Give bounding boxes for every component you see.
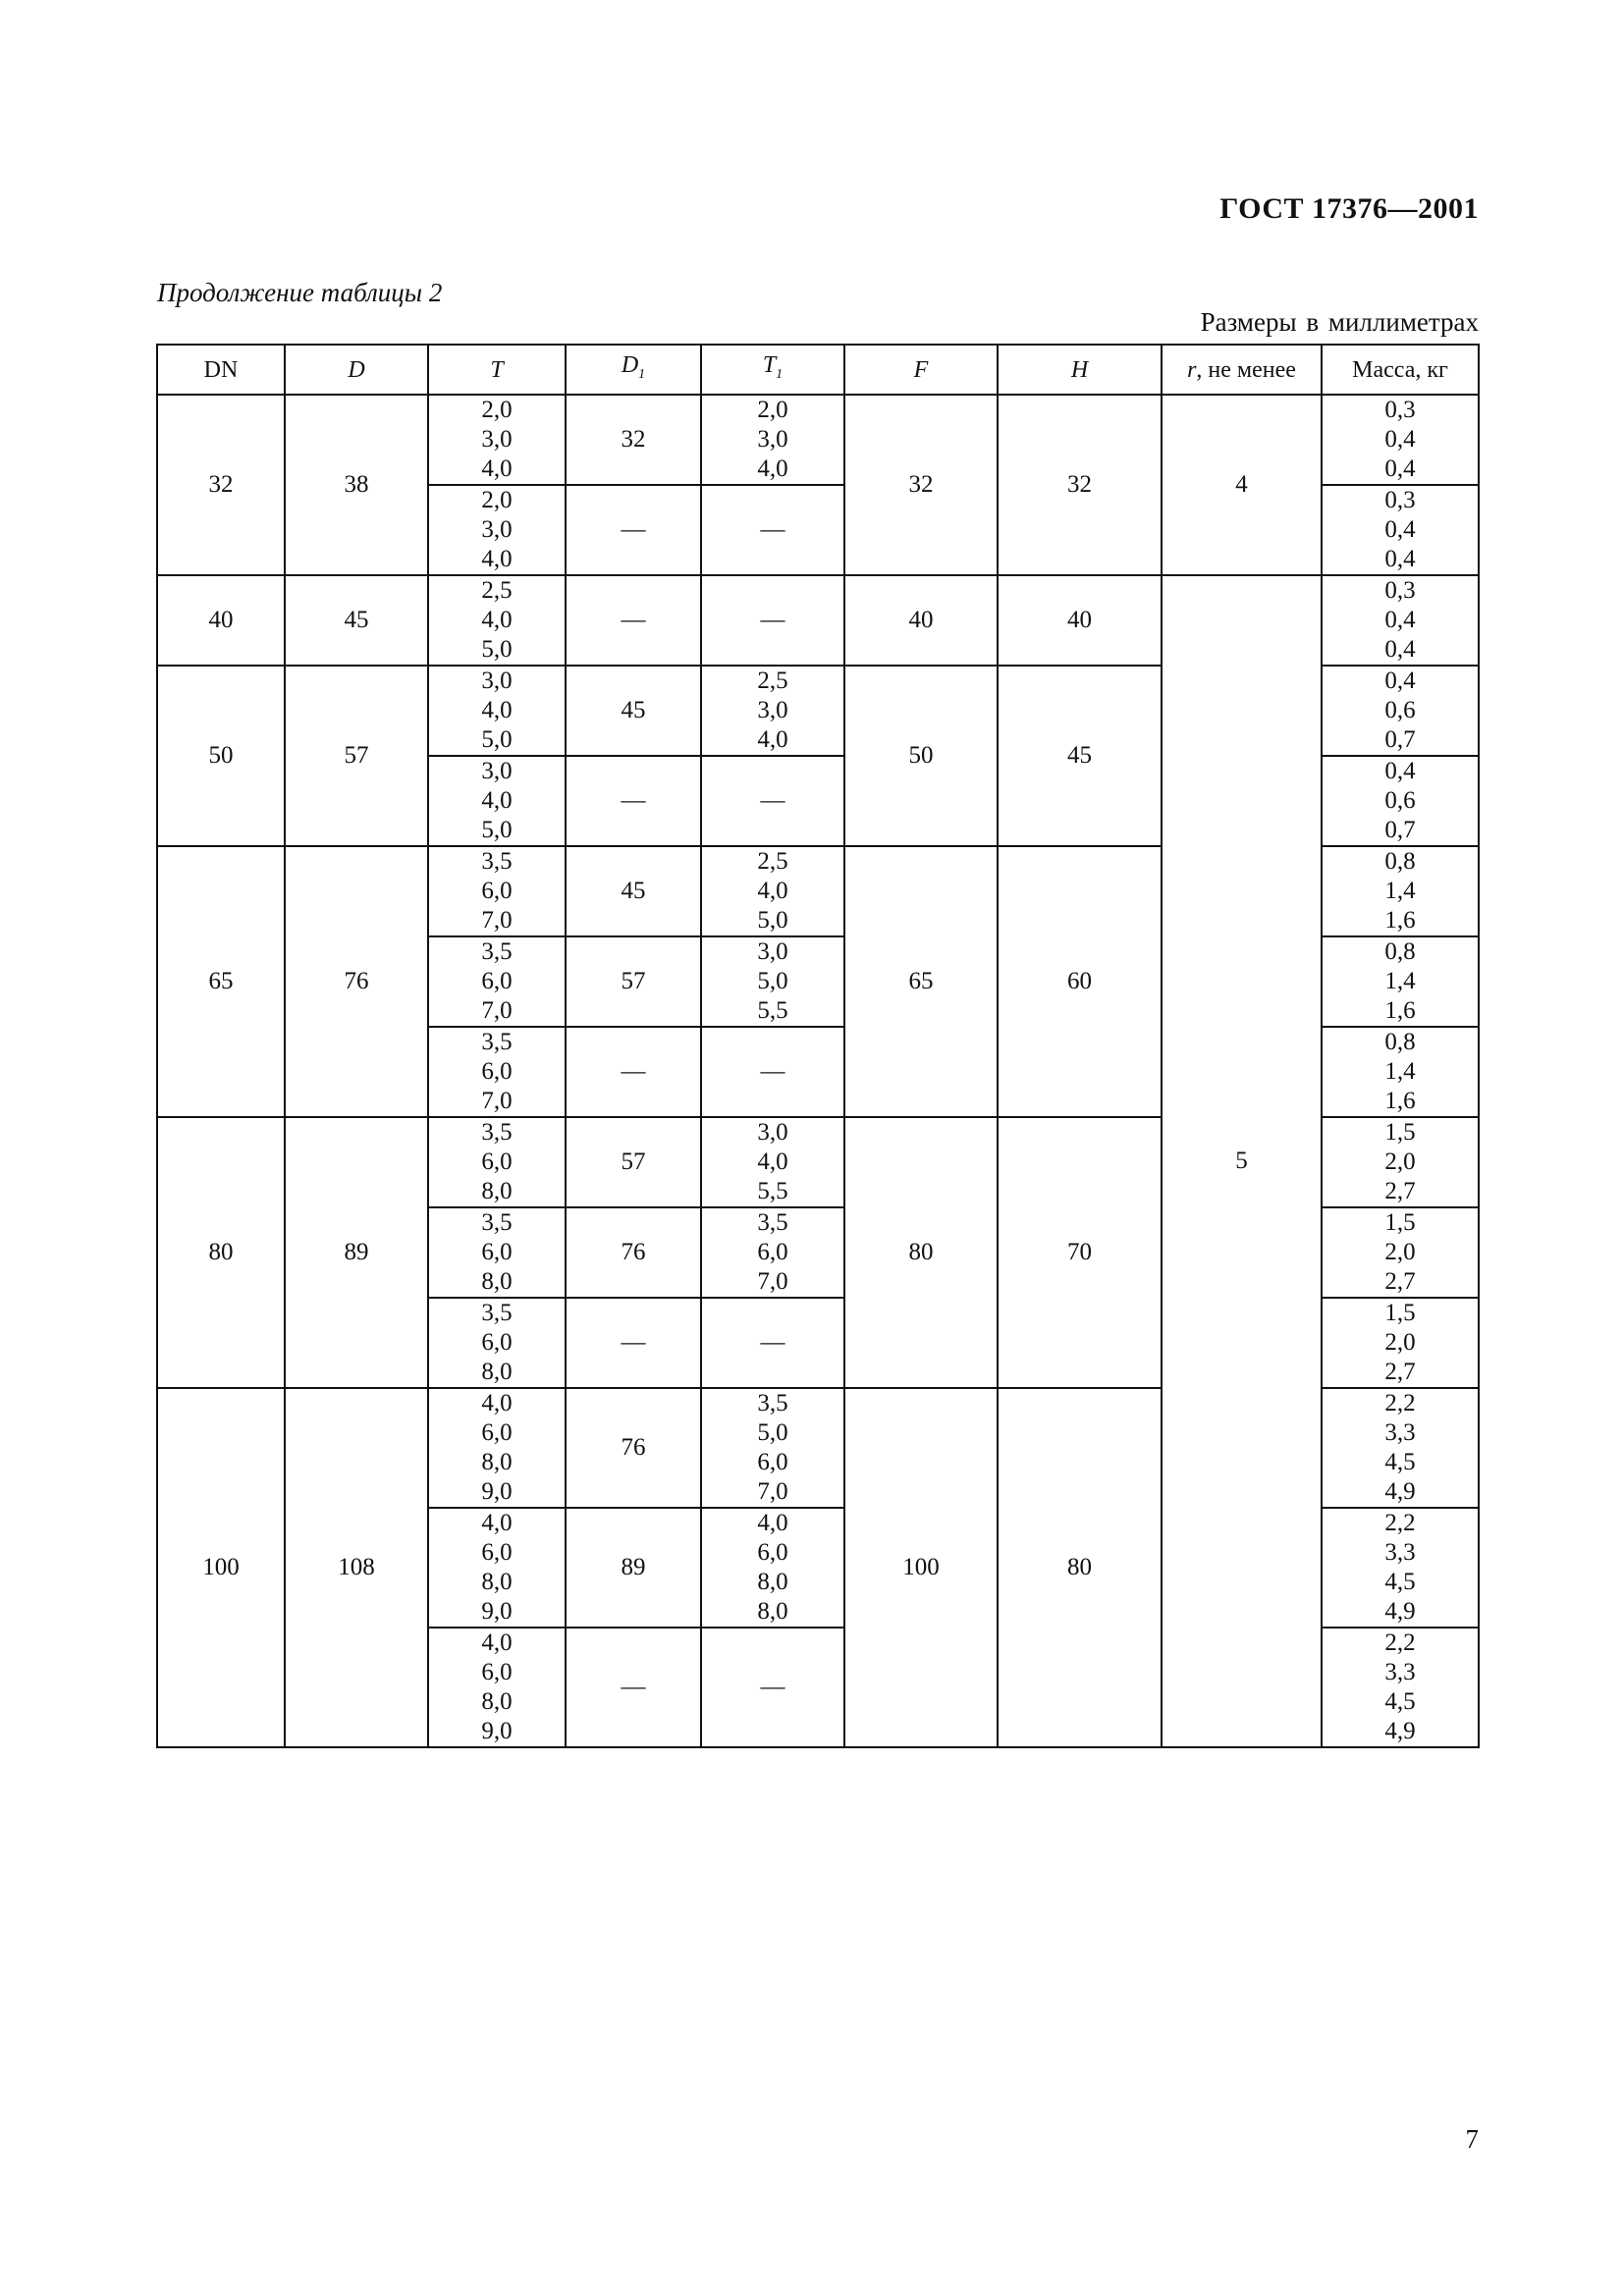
- cell-t1: —: [701, 756, 844, 846]
- cell-mass: 0,8 1,4 1,6: [1322, 846, 1479, 936]
- cell-t: 3,0 4,0 5,0: [428, 666, 566, 756]
- cell-mass: 0,8 1,4 1,6: [1322, 1027, 1479, 1117]
- cell-r: 5: [1162, 575, 1322, 1747]
- cell-h: 40: [998, 575, 1162, 666]
- col-header-t: T: [428, 345, 566, 395]
- cell-mass: 1,5 2,0 2,7: [1322, 1298, 1479, 1388]
- cell-dn: 40: [157, 575, 285, 666]
- table-header-row: [157, 345, 1479, 395]
- col-header-r: [1162, 345, 1322, 395]
- cell-t1: 4,0 6,0 8,0 8,0: [701, 1508, 844, 1628]
- cell-t: 3,0 4,0 5,0: [428, 756, 566, 846]
- cell-f: 32: [844, 395, 998, 575]
- cell-d1: 76: [566, 1207, 701, 1298]
- cell-dn: 80: [157, 1117, 285, 1388]
- col-header-f: F: [844, 345, 998, 395]
- col-header-d: D: [285, 345, 428, 395]
- cell-mass: 2,2 3,3 4,5 4,9: [1322, 1508, 1479, 1628]
- cell-t: 3,5 6,0 7,0: [428, 936, 566, 1027]
- cell-dn: 100: [157, 1388, 285, 1747]
- cell-t: 4,0 6,0 8,0 9,0: [428, 1508, 566, 1628]
- cell-f: 80: [844, 1117, 998, 1388]
- cell-h: 32: [998, 395, 1162, 575]
- cell-t: 3,5 6,0 8,0: [428, 1298, 566, 1388]
- col-header-d1: [566, 345, 701, 395]
- cell-dn: 32: [157, 395, 285, 575]
- cell-d1: —: [566, 756, 701, 846]
- units-note: Размеры в миллиметрах: [1200, 307, 1479, 337]
- cell-d1: —: [566, 1628, 701, 1747]
- cell-t: 4,0 6,0 8,0 9,0: [428, 1388, 566, 1508]
- cell-t: 2,0 3,0 4,0: [428, 485, 566, 575]
- col-header-r-note: , не менее: [1196, 356, 1296, 383]
- col-header-t1-subscript: 1: [776, 366, 784, 382]
- cell-d: 38: [285, 395, 428, 575]
- cell-mass: 0,4 0,6 0,7: [1322, 666, 1479, 756]
- cell-d1: 89: [566, 1508, 701, 1628]
- cell-t: 4,0 6,0 8,0 9,0: [428, 1628, 566, 1747]
- cell-t: 2,5 4,0 5,0: [428, 575, 566, 666]
- cell-mass: 0,8 1,4 1,6: [1322, 936, 1479, 1027]
- cell-d1: 45: [566, 666, 701, 756]
- cell-h: 70: [998, 1117, 1162, 1388]
- cell-t: 3,5 6,0 8,0: [428, 1207, 566, 1298]
- cell-t1: —: [701, 575, 844, 666]
- cell-d1: 57: [566, 1117, 701, 1207]
- cell-mass: 0,3 0,4 0,4: [1322, 485, 1479, 575]
- cell-t: 3,5 6,0 7,0: [428, 846, 566, 936]
- cell-mass: 0,3 0,4 0,4: [1322, 575, 1479, 666]
- cell-t: 2,0 3,0 4,0: [428, 395, 566, 485]
- cell-t1: 2,5 3,0 4,0: [701, 666, 844, 756]
- cell-d1: —: [566, 485, 701, 575]
- cell-d1: —: [566, 1027, 701, 1117]
- cell-mass: 1,5 2,0 2,7: [1322, 1117, 1479, 1207]
- cell-t1: —: [701, 485, 844, 575]
- cell-d: 89: [285, 1117, 428, 1388]
- cell-f: 65: [844, 846, 998, 1117]
- cell-f: 100: [844, 1388, 998, 1747]
- cell-t1: 2,0 3,0 4,0: [701, 395, 844, 485]
- table-caption: Продолжение таблицы 2: [157, 278, 443, 307]
- cell-mass: 0,3 0,4 0,4: [1322, 395, 1479, 485]
- cell-h: 60: [998, 846, 1162, 1117]
- cell-mass: 1,5 2,0 2,7: [1322, 1207, 1479, 1298]
- cell-f: 50: [844, 666, 998, 846]
- cell-t: 3,5 6,0 8,0: [428, 1117, 566, 1207]
- col-header-h: H: [998, 345, 1162, 395]
- cell-d1: 57: [566, 936, 701, 1027]
- cell-t1: 2,5 4,0 5,0: [701, 846, 844, 936]
- cell-h: 80: [998, 1388, 1162, 1747]
- col-header-d1-symbol: D: [621, 351, 639, 378]
- cell-d: 108: [285, 1388, 428, 1747]
- col-header-t1: [701, 345, 844, 395]
- dimensions-table: [156, 344, 1480, 1748]
- cell-t1: —: [701, 1298, 844, 1388]
- cell-f: 40: [844, 575, 998, 666]
- cell-t1: —: [701, 1628, 844, 1747]
- cell-t1: 3,0 4,0 5,5: [701, 1117, 844, 1207]
- cell-d: 57: [285, 666, 428, 846]
- cell-d1: —: [566, 575, 701, 666]
- cell-d1: —: [566, 1298, 701, 1388]
- cell-d: 76: [285, 846, 428, 1117]
- cell-dn: 65: [157, 846, 285, 1117]
- cell-t1: 3,5 6,0 7,0: [701, 1207, 844, 1298]
- cell-t: 3,5 6,0 7,0: [428, 1027, 566, 1117]
- cell-t1: —: [701, 1027, 844, 1117]
- cell-mass: 2,2 3,3 4,5 4,9: [1322, 1628, 1479, 1747]
- cell-d1: 32: [566, 395, 701, 485]
- table-row: [157, 395, 1479, 485]
- cell-mass: 0,4 0,6 0,7: [1322, 756, 1479, 846]
- cell-d1: 76: [566, 1388, 701, 1508]
- table-body: [157, 395, 1479, 1747]
- cell-d1: 45: [566, 846, 701, 936]
- col-header-t1-symbol: T: [762, 351, 777, 378]
- page-number: 7: [1465, 2124, 1479, 2154]
- cell-dn: 50: [157, 666, 285, 846]
- cell-mass: 2,2 3,3 4,5 4,9: [1322, 1388, 1479, 1508]
- cell-r: 4: [1162, 395, 1322, 575]
- col-header-dn: DN: [157, 345, 285, 395]
- col-header-r-symbol: r: [1187, 356, 1197, 383]
- col-header-mass: Масса, кг: [1322, 345, 1479, 395]
- table-row: [157, 575, 1479, 666]
- cell-t1: 3,5 5,0 6,0 7,0: [701, 1388, 844, 1508]
- cell-t1: 3,0 5,0 5,5: [701, 936, 844, 1027]
- cell-h: 45: [998, 666, 1162, 846]
- col-header-d1-subscript: 1: [638, 366, 646, 382]
- cell-d: 45: [285, 575, 428, 666]
- document-code: ГОСТ 17376—2001: [1219, 192, 1479, 225]
